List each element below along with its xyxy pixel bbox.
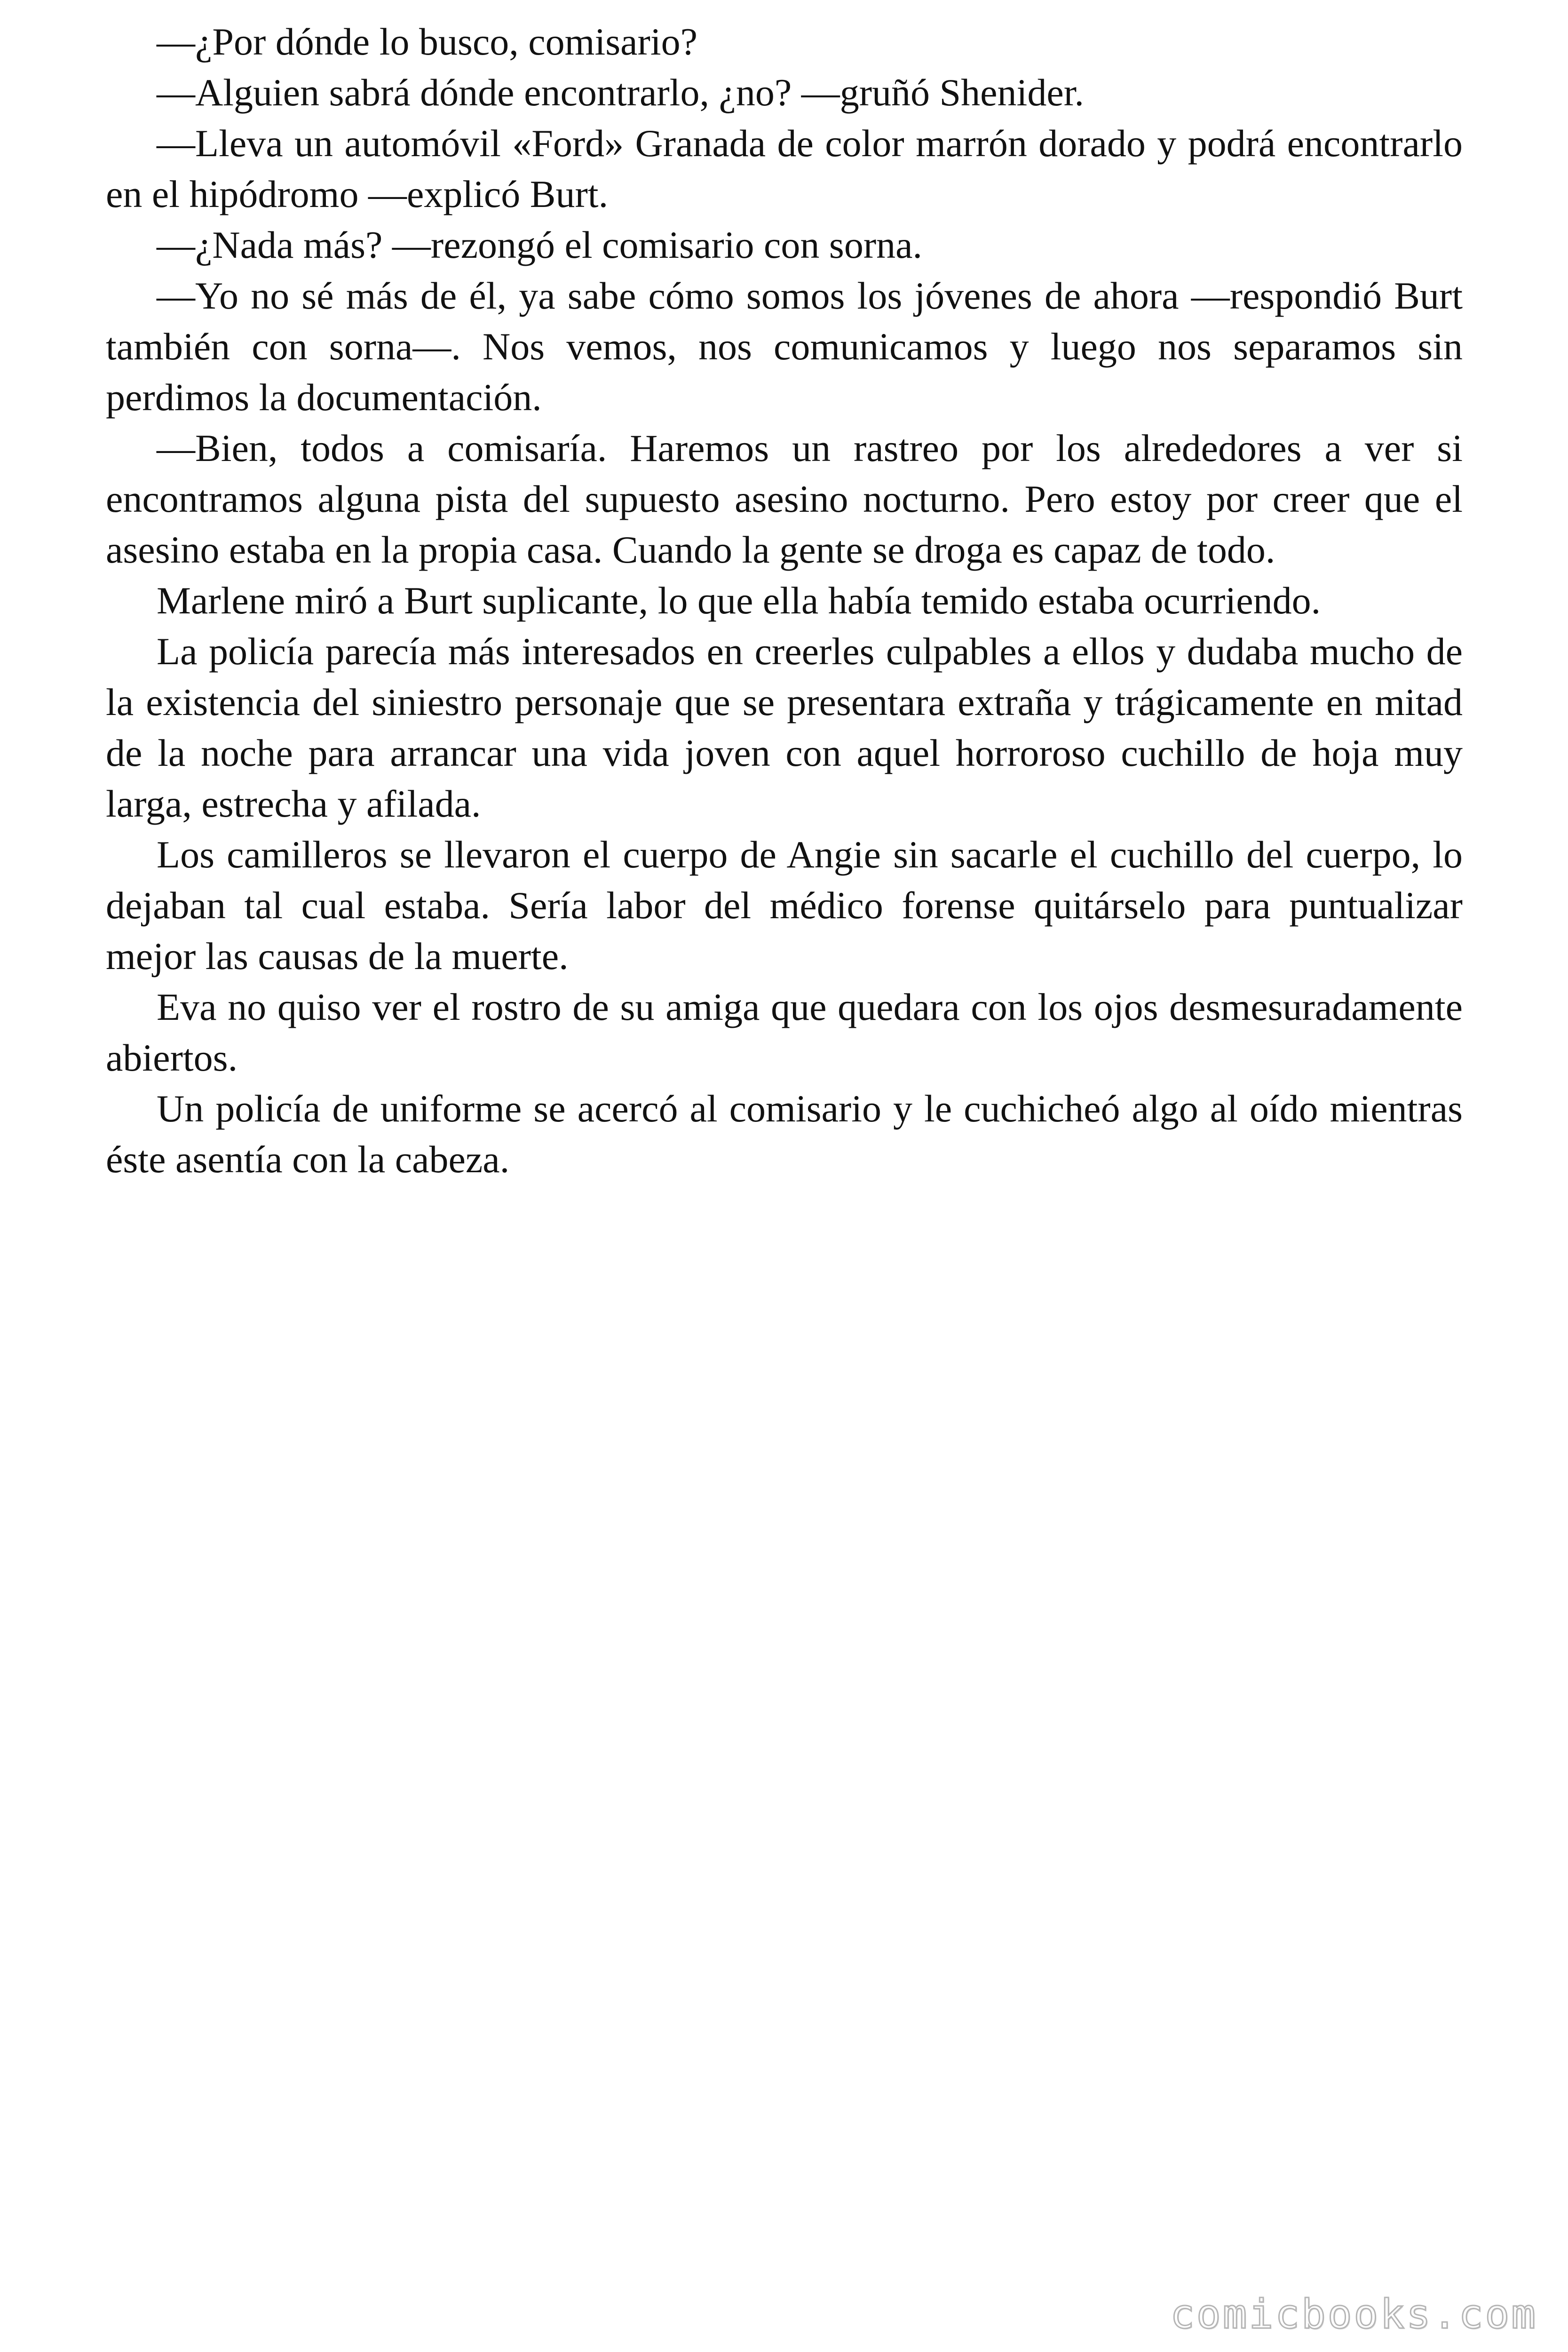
paragraph: —¿Por dónde lo busco, comisario? xyxy=(157,20,698,63)
paragraph: Eva no quiso ver el rostro de su amiga que quedara con los ojos desmesuradamente abiertos. xyxy=(106,985,1463,1079)
paragraph: —¿Nada más? —rezongó el comisario con sorna. xyxy=(157,223,923,266)
paragraph: —Lleva un automóvil «Ford» Granada de color marrón dorado y podrá encontrarlo en el hipódromo —explicó Burt. xyxy=(106,122,1463,215)
paragraph: —Bien, todos a comisaría. Haremos un rastreo por los alrededores a ver si encontramos alguna pista del supuesto asesino nocturno. Pero estoy por creer que el asesino estaba en la propia casa. Cuando la gente se droga es capaz de todo. xyxy=(106,427,1463,571)
paragraph: Los camilleros se llevaron el cuerpo de Angie sin sacarle el cuchillo del cuerpo, lo dejaban tal cual estaba. Sería labor del médico forense quitárselo para puntualizar mejor las causas de la muerte. xyxy=(106,833,1463,977)
watermark-logo: comicbooks.com xyxy=(1170,2291,1537,2338)
paragraph: —Yo no sé más de él, ya sabe cómo somos los jóvenes de ahora —respondió Burt también con sorna—. Nos vemos, nos comunicamos y luego nos separamos sin perdimos la documentación. xyxy=(106,274,1463,419)
paragraph: La policía parecía más interesados en creerles culpables a ellos y dudaba mucho de la existencia del siniestro personaje que se presentara extraña y trágicamente en mitad de la noche para arrancar una vida joven con aquel horroroso cuchillo de hoja muy larga, estrecha y afilada. xyxy=(106,630,1463,825)
page-text xyxy=(106,16,1463,1185)
paragraph: —Alguien sabrá dónde encontrarlo, ¿no? —gruñó Shenider. xyxy=(157,71,1085,114)
paragraph: Marlene miró a Burt suplicante, lo que ella había temido estaba ocurriendo. xyxy=(157,579,1321,622)
paragraph: Un policía de uniforme se acercó al comisario y le cuchicheó algo al oído mientras éste asentía con la cabeza. xyxy=(106,1087,1463,1181)
